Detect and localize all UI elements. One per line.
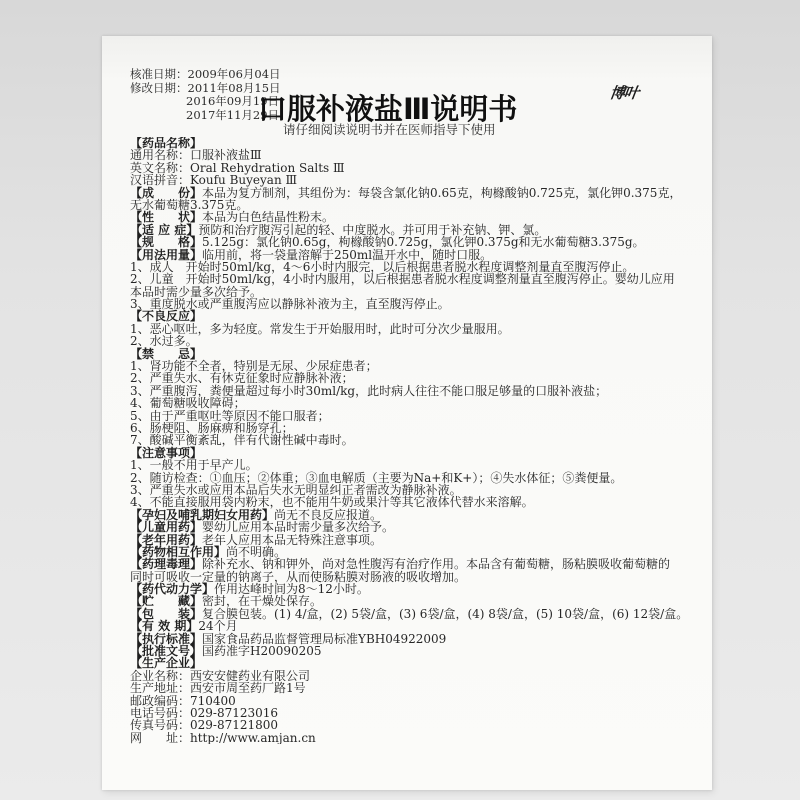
list-item: 2、随访检查：①血压；②体重；③血电解质（主要为Na+和K+）；④失水体征；⑤粪便量。	[130, 470, 623, 485]
postal-code-line: 邮政编码：710400	[130, 693, 236, 708]
section-label: 【有 效 期】	[130, 619, 199, 634]
phone-line: 电话号码：029-87123016	[130, 705, 279, 720]
section-approval-number	[130, 645, 705, 657]
text-line: 无水葡萄糖3.375克。	[130, 197, 249, 212]
section-text: 婴幼儿应用本品时需少量多次给予。	[202, 520, 395, 535]
section-label: 【药代动力学】	[130, 582, 215, 597]
section-dosage	[130, 249, 705, 311]
section-text: 本品为白色结晶性粉末。	[202, 210, 335, 225]
generic-name-line: 通用名称：口服补液盐Ⅲ	[130, 148, 262, 163]
list-item: 6、肠梗阻、肠麻痹和肠穿孔；	[130, 420, 294, 435]
section-pharmacology-toxicology	[130, 558, 705, 583]
list-item: 7、酸碱平衡紊乱，伴有代谢性碱中毒时。	[130, 433, 354, 448]
approval-date: 2009年06月04日	[187, 67, 281, 81]
section-text: 老年人应用本品无特殊注意事项。	[202, 532, 383, 547]
section-label: 【老年用药】	[130, 532, 203, 547]
section-text: 密封，在干燥处保存。	[202, 594, 323, 609]
section-ingredients	[130, 187, 705, 212]
text-line: 本品时需少量多次给予。	[130, 284, 263, 299]
section-heading-row	[130, 310, 705, 322]
section-text: 尚不明确。	[226, 544, 287, 559]
section-label: 【药理毒理】	[130, 557, 203, 572]
revision-date-label: 修改日期：	[130, 80, 188, 95]
section-manufacturer	[130, 657, 705, 744]
section-precautions	[130, 447, 705, 509]
section-text: 国药准字H20090205	[202, 644, 322, 659]
section-label: 【执行标准】	[130, 631, 203, 646]
section-text: 临用前，将一袋量溶解于250ml温开水中，随时口服。	[202, 247, 493, 262]
document-title: 口服补液盐Ⅲ说明书	[258, 92, 518, 126]
list-item: 3、重度脱水或严重腹泻应以静脉补液为主，直至腹泻停止。	[130, 297, 450, 312]
section-text: 本品为复方制剂，其组份为：每袋含氯化钠0.65克，枸橼酸钠0.725克，氯化钾0.375克，	[202, 185, 682, 200]
document-page	[102, 36, 712, 790]
list-item: 1、肾功能不全者，特别是无尿、少尿症患者；	[130, 359, 378, 374]
section-label: 【儿童用药】	[130, 520, 203, 535]
section-text: 作用达峰时间为8～12小时。	[214, 582, 369, 597]
section-label: 【性 状】	[130, 210, 203, 225]
section-label: 【禁 忌】	[130, 346, 203, 361]
section-heading-row	[130, 558, 705, 570]
list-item: 4、葡萄糖吸收障碍；	[130, 396, 246, 411]
website-line: 网 址：http://www.amjan.cn	[130, 730, 316, 745]
section-contraindications	[130, 348, 705, 447]
section-label: 【贮 藏】	[130, 594, 203, 609]
section-text: 24个月	[198, 619, 238, 634]
section-label: 【批准文号】	[130, 644, 203, 659]
list-item: 3、严重腹泻，粪便量超过每小时30ml/kg，此时病人往往不能口服足够量的口服补液盐；	[130, 383, 608, 398]
approval-date-label: 核准日期：	[130, 67, 188, 81]
section-label: 【注意事项】	[130, 445, 203, 460]
english-name-line: 英文名称：Oral Rehydration Salts Ⅲ	[130, 160, 345, 175]
section-label: 【孕妇及哺乳期妇女用药】	[130, 507, 275, 522]
fax-line: 传真号码：029-87121800	[130, 718, 279, 733]
section-heading-row	[130, 657, 705, 669]
list-item: 1、成人 开始时50ml/kg，4～6小时内服完，以后根据患者脱水程度调整剂量直至腹泻停止。	[130, 259, 635, 274]
section-label: 【不良反应】	[130, 309, 203, 324]
section-text: 除补充水、钠和钾外，尚对急性腹泻有治疗作用。本品含有葡萄糖，肠粘膜吸收葡萄糖的	[202, 557, 671, 572]
section-label: 【包 装】	[130, 606, 203, 621]
revision-date: 2016年09月19日	[186, 94, 280, 109]
section-text: 复合膜包装。(1) 4/盒，(2) 5袋/盒，(3) 6袋/盒，(4) 8袋/盒，(5) 10袋/盒，(6) 12袋/盒。	[202, 606, 689, 621]
section-label: 【用法用量】	[130, 247, 203, 262]
section-label: 【适 应 症】	[130, 222, 199, 237]
list-item: 2、水过多。	[130, 334, 198, 349]
list-item: 1、一般不用于早产儿。	[130, 458, 258, 473]
section-label: 【规 格】	[130, 235, 203, 250]
document-body	[130, 137, 705, 744]
text-line: 同时可吸收一定量的钠离子，从而使肠粘膜对肠液的吸收增加。	[130, 569, 467, 584]
section-label: 【生产企业】	[130, 656, 203, 671]
company-name-line: 企业名称：西安安健药业有限公司	[130, 668, 311, 683]
list-item: 5、由于严重呕吐等原因不能口服者；	[130, 408, 330, 423]
section-text: 尚无不良反应报道。	[274, 507, 383, 522]
section-label: 【药物相互作用】	[130, 544, 227, 559]
section-text: 预防和治疗腹泻引起的轻、中度脱水。并可用于补充钠、钾、氯。	[198, 222, 547, 237]
section-drug-name	[130, 137, 705, 187]
document-subtitle: 请仔细阅读说明书并在医师指导下使用	[283, 122, 496, 137]
company-address-line: 生产地址：西安市周至药厂路1号	[130, 681, 306, 696]
list-item: 3、严重失水或应用本品后失水无明显纠正者需改为静脉补液。	[130, 482, 462, 497]
list-item: 2、儿童 开始时50ml/kg，4小时内服用，以后根据患者脱水程度调整剂量直至腹泻停止。婴幼儿应用	[130, 272, 675, 287]
list-item: 2、严重失水、有休克征象时应静脉补液；	[130, 371, 354, 386]
approval-date-row	[130, 68, 281, 82]
section-adverse-reactions	[130, 310, 705, 347]
revision-date: 2011年08月15日	[187, 80, 281, 95]
revision-date: 2017年11月29日	[186, 108, 280, 123]
section-text: 5.125g：氯化钠0.65g，枸橼酸钠0.725g，氯化钾0.375g和无水葡萄糖3.375g。	[202, 235, 645, 250]
section-label: 【药品名称】	[130, 137, 203, 150]
pinyin-name-line: 汉语拼音：Koufu Buyeyan Ⅲ	[130, 173, 298, 188]
section-heading-row	[130, 645, 705, 657]
list-item: 4、不能直接服用袋内粉末，也不能用牛奶或果汁等其它液体代替水来溶解。	[130, 495, 534, 510]
list-item: 1、恶心呕吐，多为轻度。常发生于开始服用时，此时可分次少量服用。	[130, 321, 510, 336]
section-text: 国家食品药品监督管理局标准YBH04922009	[202, 631, 447, 646]
section-label: 【成 份】	[130, 185, 203, 200]
brand-logo: 博叶	[608, 84, 640, 102]
